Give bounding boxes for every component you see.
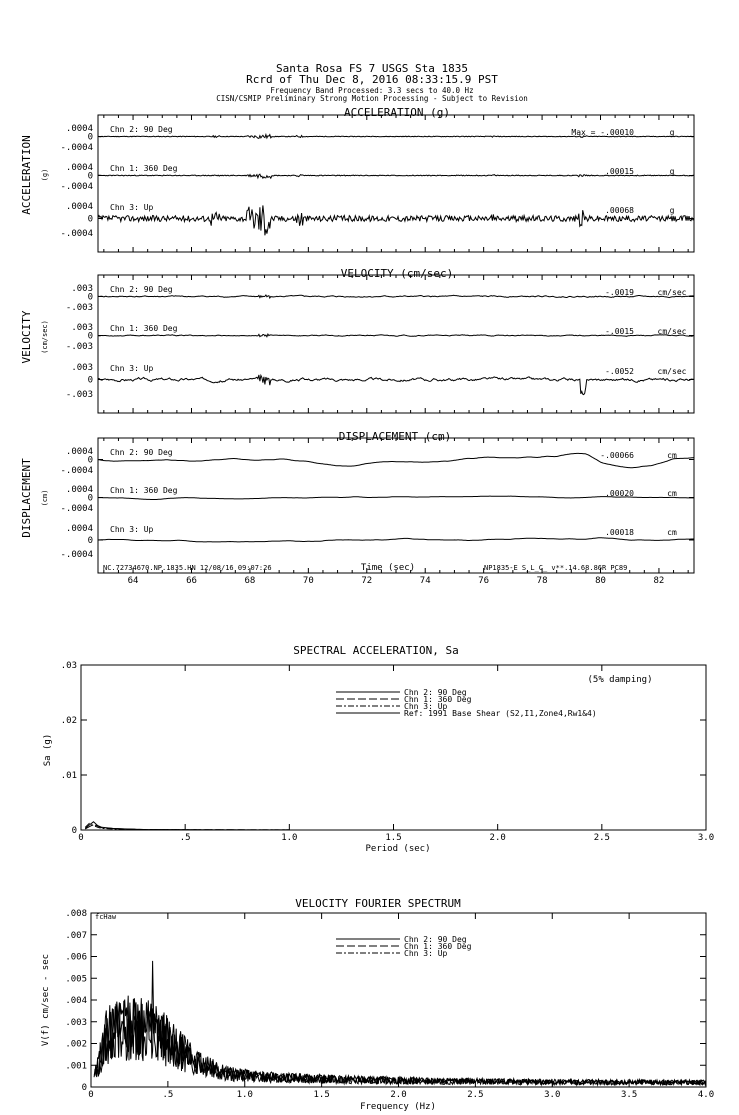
acceleration-panel bbox=[20, 106, 694, 252]
y-tick-label: -.0004 bbox=[60, 182, 93, 192]
spectral-title: SPECTRAL ACCELERATION, Sa bbox=[293, 644, 459, 657]
spectral-ylabel: Sa (g) bbox=[43, 733, 53, 767]
y-tick-label: .0004 bbox=[65, 524, 93, 534]
fourier-legend-label: Chn 2: 90 Deg bbox=[404, 935, 467, 944]
max-value-label: -.0052 bbox=[605, 367, 634, 376]
spectral-legend-label: Chn 2: 90 Deg bbox=[404, 688, 467, 697]
max-value-label: -.00066 bbox=[600, 451, 634, 460]
fourier-x-tick-label: 4.0 bbox=[697, 1090, 715, 1100]
channel-label: Chn 2: 90 Deg bbox=[110, 125, 173, 134]
y-tick-label: 0 bbox=[87, 455, 93, 466]
y-tick-label: 0 bbox=[87, 375, 93, 386]
trace-chn-3-up bbox=[98, 538, 694, 542]
velocity-panel bbox=[20, 267, 694, 413]
time-tick-label: 76 bbox=[478, 576, 490, 586]
spectral-frame bbox=[81, 665, 706, 830]
time-tick-label: 66 bbox=[186, 576, 197, 586]
velocity-ylabel: VELOCITY bbox=[20, 310, 33, 364]
y-tick-label: .0004 bbox=[65, 447, 93, 457]
fourier-y-tick-label: .003 bbox=[65, 1017, 87, 1028]
time-tick-label: 72 bbox=[361, 576, 373, 586]
y-tick-label: .0004 bbox=[65, 163, 93, 173]
time-tick-label: 70 bbox=[302, 576, 314, 586]
y-tick-label: .0004 bbox=[65, 202, 93, 212]
y-tick-label: 0 bbox=[87, 493, 93, 504]
y-tick-label: -.003 bbox=[65, 303, 93, 313]
max-unit-label: g bbox=[669, 128, 675, 137]
max-unit-label: cm/sec bbox=[657, 288, 687, 297]
time-tick-label: 68 bbox=[244, 576, 256, 586]
max-value-label: -.0015 bbox=[605, 327, 634, 336]
fourier-y-tick-label: .002 bbox=[65, 1039, 87, 1050]
y-tick-label: -.0004 bbox=[60, 504, 93, 514]
processing-note: CISN/CSMIP Preliminary Strong Motion Processing - Subject to Revision bbox=[216, 94, 528, 103]
acceleration-title: ACCELERATION (g) bbox=[344, 106, 450, 119]
y-tick-label: -.0004 bbox=[60, 229, 93, 239]
max-value-label: .00020 bbox=[605, 489, 634, 498]
y-tick-label: -.0004 bbox=[60, 466, 93, 476]
fourier-x-tick-label: 0 bbox=[88, 1090, 94, 1100]
channel-label: Chn 2: 90 Deg bbox=[110, 285, 173, 294]
max-value-label: -.0019 bbox=[605, 288, 634, 297]
fourier-x-tick-label: 2.0 bbox=[390, 1090, 407, 1100]
max-unit-label: g bbox=[669, 167, 675, 176]
channel-label: Chn 3: Up bbox=[110, 203, 154, 212]
displacement-yunit: (cm) bbox=[41, 489, 49, 507]
channel-label: Chn 2: 90 Deg bbox=[110, 448, 173, 457]
spectral-x-tick-label: 2.5 bbox=[593, 833, 610, 843]
spectral-y-tick-label: .03 bbox=[60, 661, 77, 671]
y-tick-label: 0 bbox=[87, 536, 93, 546]
acceleration-yunit: (g) bbox=[41, 168, 49, 182]
y-tick-label: .003 bbox=[71, 323, 93, 333]
max-unit-label: g bbox=[669, 206, 675, 215]
fourier-x-tick-label: 3.0 bbox=[544, 1090, 561, 1100]
fourier-y-tick-label: .007 bbox=[65, 930, 87, 941]
y-tick-label: -.0004 bbox=[60, 143, 93, 153]
processing-footer: NP1835-E S_L_C_ v**.14.68.86R PC89 bbox=[484, 564, 628, 572]
fourier-legend-label: Chn 3: Up bbox=[404, 949, 448, 958]
spectral-y-tick-label: 0 bbox=[71, 826, 77, 836]
time-tick-label: 74 bbox=[419, 576, 431, 586]
max-unit-label: cm bbox=[667, 451, 677, 460]
fourier-y-tick-label: .004 bbox=[65, 996, 87, 1006]
max-value-label: .00015 bbox=[605, 167, 634, 176]
trace-chn-3-up bbox=[98, 375, 694, 395]
y-tick-label: -.003 bbox=[65, 390, 93, 400]
fourier-series-3 bbox=[94, 998, 706, 1085]
spectral-x-tick-label: 1.5 bbox=[385, 833, 402, 843]
spectral-x-tick-label: 2.0 bbox=[489, 833, 506, 843]
time-tick-label: 64 bbox=[127, 576, 139, 586]
fourier-y-tick-label: .001 bbox=[65, 1061, 87, 1072]
max-value-label: Max = -.00010 bbox=[571, 128, 634, 137]
velocity-yunit: (cm/sec) bbox=[41, 320, 49, 354]
damping-annotation: (5% damping) bbox=[587, 675, 653, 685]
y-tick-label: 0 bbox=[87, 171, 93, 182]
record-title: Rcrd of Thu Dec 8, 2016 08:33:15.9 PST bbox=[246, 73, 498, 86]
y-tick-label: 0 bbox=[87, 331, 93, 342]
fourier-x-tick-label: .5 bbox=[162, 1090, 174, 1100]
spectral-x-tick-label: 0 bbox=[78, 833, 84, 843]
acceleration-ylabel: ACCELERATION bbox=[20, 135, 33, 215]
y-tick-label: 0 bbox=[87, 292, 93, 303]
fourier-xlabel: Frequency (Hz) bbox=[360, 1102, 436, 1112]
y-tick-label: 0 bbox=[87, 132, 93, 143]
spectral-y-tick-label: .02 bbox=[60, 716, 77, 726]
y-tick-label: .003 bbox=[71, 363, 93, 373]
max-unit-label: cm/sec bbox=[657, 367, 687, 376]
fourier-y-tick-label: .006 bbox=[65, 952, 87, 963]
spectral-acceleration-panel bbox=[43, 644, 714, 854]
spectral-legend-label: Chn 3: Up bbox=[404, 702, 448, 711]
time-tick-label: 78 bbox=[536, 576, 548, 586]
spectral-x-tick-label: 3.0 bbox=[697, 833, 715, 843]
spectral-xlabel: Period (sec) bbox=[365, 844, 431, 854]
frequency-band-note: Frequency Band Processed: 3.3 secs to 40.0 Hz bbox=[270, 86, 474, 95]
fourier-legend-label: Chn 1: 360 Deg bbox=[404, 942, 472, 951]
record-id-footer: NC.72734670.NP.1835.HN 12/08/16 09:07:26 bbox=[103, 564, 272, 572]
spectral-x-tick-label: 1.0 bbox=[281, 833, 298, 843]
spectral-y-tick-label: .01 bbox=[60, 771, 77, 781]
channel-label: Chn 1: 360 Deg bbox=[110, 324, 178, 333]
displacement-title: DISPLACEMENT (cm) bbox=[338, 430, 452, 443]
displacement-panel bbox=[20, 430, 694, 586]
fourier-series-1 bbox=[94, 961, 706, 1085]
displacement-ylabel: DISPLACEMENT bbox=[20, 458, 33, 538]
y-tick-label: -.0004 bbox=[60, 550, 93, 560]
fourier-y-tick-label: 0 bbox=[81, 1083, 87, 1093]
fourier-x-tick-label: 1.0 bbox=[236, 1090, 253, 1100]
velocity-title: VELOCITY (cm/sec) bbox=[340, 267, 454, 280]
spectral-x-tick-label: .5 bbox=[179, 833, 191, 843]
channel-label: Chn 3: Up bbox=[110, 364, 154, 373]
y-tick-label: 0 bbox=[87, 214, 93, 225]
fourier-x-tick-label: 3.5 bbox=[620, 1090, 638, 1100]
max-value-label: .00018 bbox=[605, 528, 634, 537]
y-tick-label: .0004 bbox=[65, 485, 93, 495]
fourier-ylabel: V(f) cm/sec - sec bbox=[41, 953, 51, 1047]
fourier-x-tick-label: 2.5 bbox=[467, 1090, 484, 1100]
max-unit-label: cm bbox=[667, 489, 677, 498]
fourier-corner-label: fcHaw bbox=[95, 913, 117, 921]
max-unit-label: cm bbox=[667, 528, 677, 537]
fourier-y-tick-label: .008 bbox=[65, 909, 87, 919]
max-value-label: .00068 bbox=[605, 206, 634, 215]
y-tick-label: .003 bbox=[71, 284, 93, 294]
fourier-title: VELOCITY FOURIER SPECTRUM bbox=[295, 897, 461, 910]
spectral-legend-label: Chn 1: 360 Deg bbox=[404, 695, 472, 704]
channel-label: Chn 3: Up bbox=[110, 525, 154, 534]
channel-label: Chn 1: 360 Deg bbox=[110, 164, 178, 173]
fourier-y-tick-label: .005 bbox=[65, 974, 87, 985]
max-unit-label: cm/sec bbox=[657, 327, 687, 336]
station-title: Santa Rosa FS 7 USGS Sta 1835 bbox=[275, 62, 469, 75]
time-tick-label: 80 bbox=[595, 576, 606, 586]
y-tick-label: .0004 bbox=[65, 124, 93, 134]
y-tick-label: -.003 bbox=[65, 342, 93, 352]
spectral-legend-label: Ref: 1991 Base Shear (S2,I1,Zone4,Rw1&4) bbox=[404, 709, 597, 718]
fourier-x-tick-label: 1.5 bbox=[313, 1090, 330, 1100]
channel-label: Chn 1: 360 Deg bbox=[110, 486, 178, 495]
fourier-spectrum-panel bbox=[41, 897, 714, 1112]
spectral-series-3 bbox=[85, 823, 289, 830]
time-tick-label: 82 bbox=[653, 576, 665, 586]
time-axis-label: Time (sec) bbox=[360, 563, 416, 573]
